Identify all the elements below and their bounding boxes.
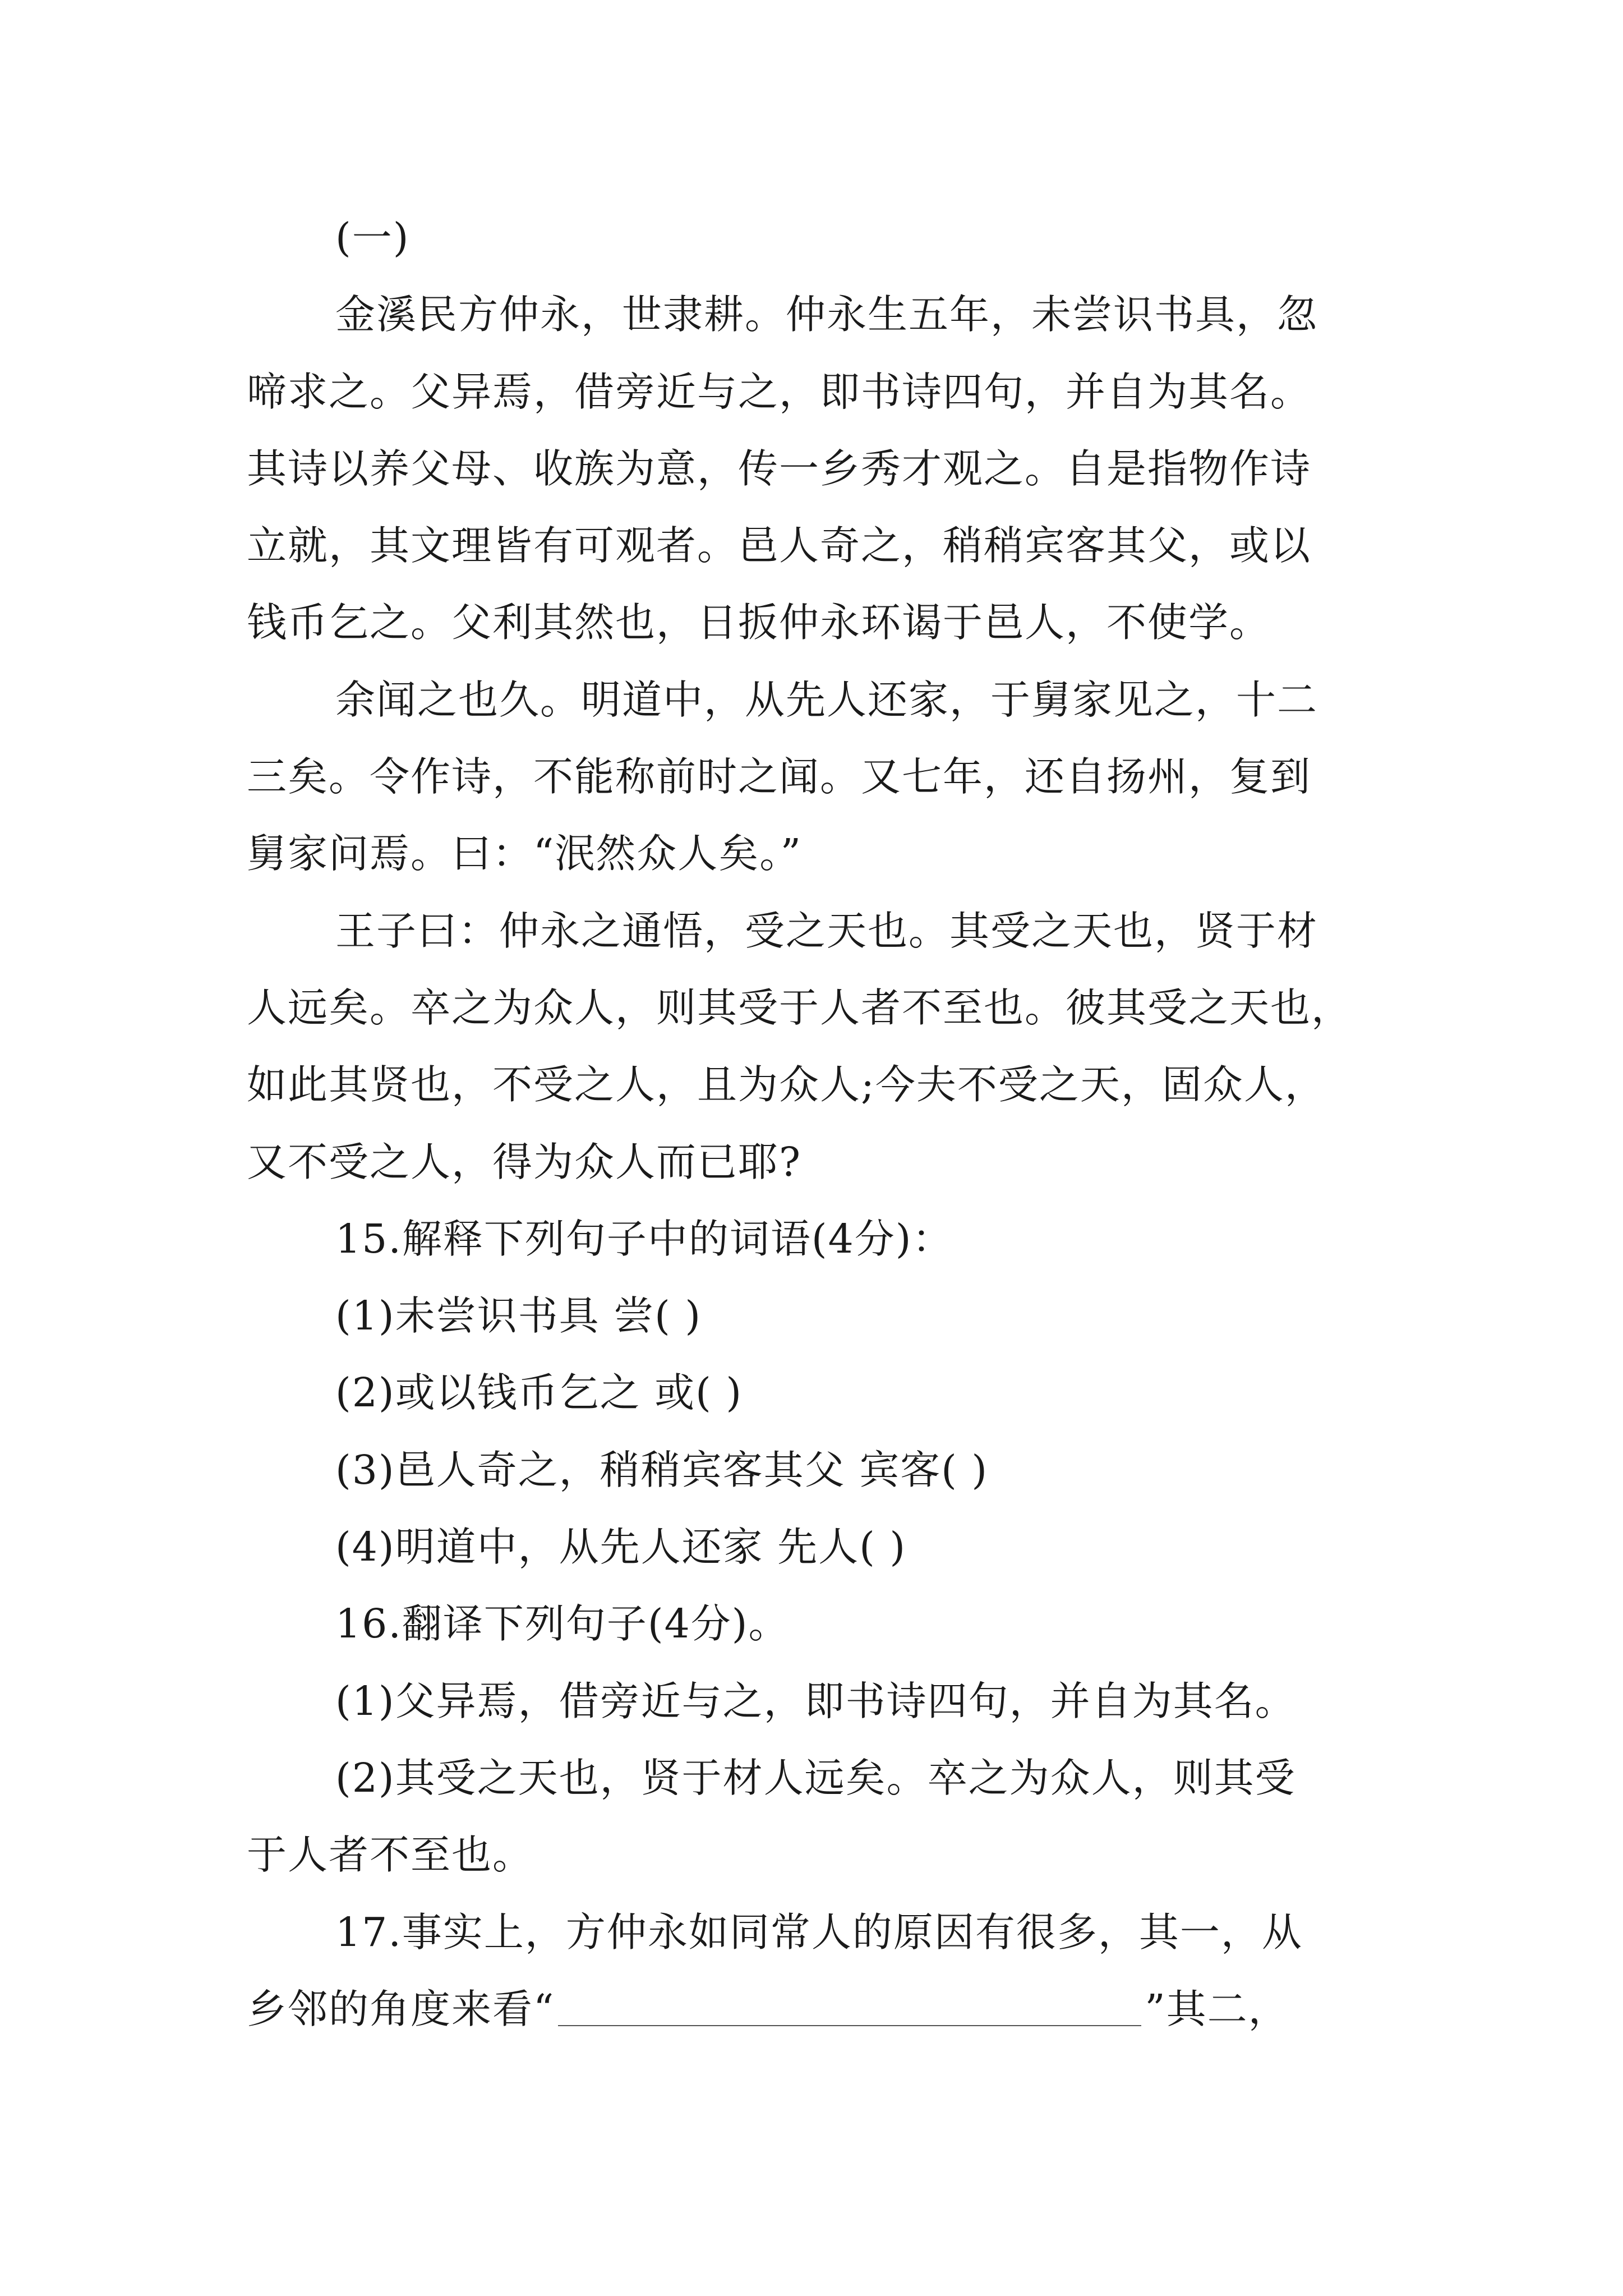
text-block (247, 199, 1402, 2047)
passage-line: 啼求之。父异焉，借旁近与之，即书诗四句，并自为其名。 (247, 368, 1312, 415)
question-15-prompt: 15.解释下列句子中的词语(4分)： (335, 1215, 953, 1262)
question-16-item: (2)其受之天也，贤于材人远矣。卒之为众人，则其受 (335, 1754, 1296, 1801)
question-15-item: (1)未尝识书具 尝( ) (335, 1292, 702, 1340)
question-15-item: (2)或以钱币乞之 或( ) (335, 1369, 743, 1416)
section-title: (一) (335, 214, 410, 261)
passage-line: 如此其贤也，不受之人，且为众人;今夫不受之天，固众人， (247, 1061, 1326, 1108)
question-17-answer-line (247, 1971, 1402, 2047)
question-16-item: (1)父异焉，借旁近与之，即书诗四句，并自为其名。 (335, 1677, 1296, 1724)
passage-line: 又不受之人，得为众人而已耶? (247, 1138, 802, 1185)
question-17-line: 17.事实上，方仲永如同常人的原因有很多，其一，从 (335, 1908, 1303, 1955)
passage-line: 余闻之也久。明道中，从先人还家，于舅家见之，十二 (335, 676, 1318, 723)
passage-line: 钱币乞之。父利其然也，日扳仲永环谒于邑人，不使学。 (247, 599, 1271, 646)
question-16-prompt: 16.翻译下列句子(4分)。 (335, 1600, 790, 1648)
passage-line: 金溪民方仲永，世隶耕。仲永生五年，未尝识书具，忽 (335, 291, 1318, 338)
question-15-item: (3)邑人奇之，稍稍宾客其父 宾客( ) (335, 1446, 989, 1493)
question-17-text-after: ”其二， (1145, 1985, 1289, 2032)
passage-line: 王子曰：仲永之通悟，受之天也。其受之天也，贤于材 (335, 907, 1318, 954)
passage-line: 其诗以养父母、收族为意，传一乡秀才观之。自是指物作诗 (247, 445, 1312, 492)
passage-line: 舅家问焉。曰：“泯然众人矣。” (247, 830, 803, 877)
question-15-item: (4)明道中，从先人还家 先人( ) (335, 1524, 907, 1571)
answer-blank[interactable] (558, 2024, 1141, 2026)
passage-line: 立就，其文理皆有可观者。邑人奇之，稍稍宾客其父，或以 (247, 522, 1312, 569)
passage-line: 人远矣。卒之为众人，则其受于人者不至也。彼其受之天也， (247, 984, 1353, 1031)
question-16-item-continued: 于人者不至也。 (247, 1832, 534, 1879)
passage-line: 三矣。令作诗，不能称前时之闻。又七年，还自扬州，复到 (247, 753, 1312, 800)
question-17-text-before: 乡邻的角度来看“ (247, 1985, 555, 2032)
